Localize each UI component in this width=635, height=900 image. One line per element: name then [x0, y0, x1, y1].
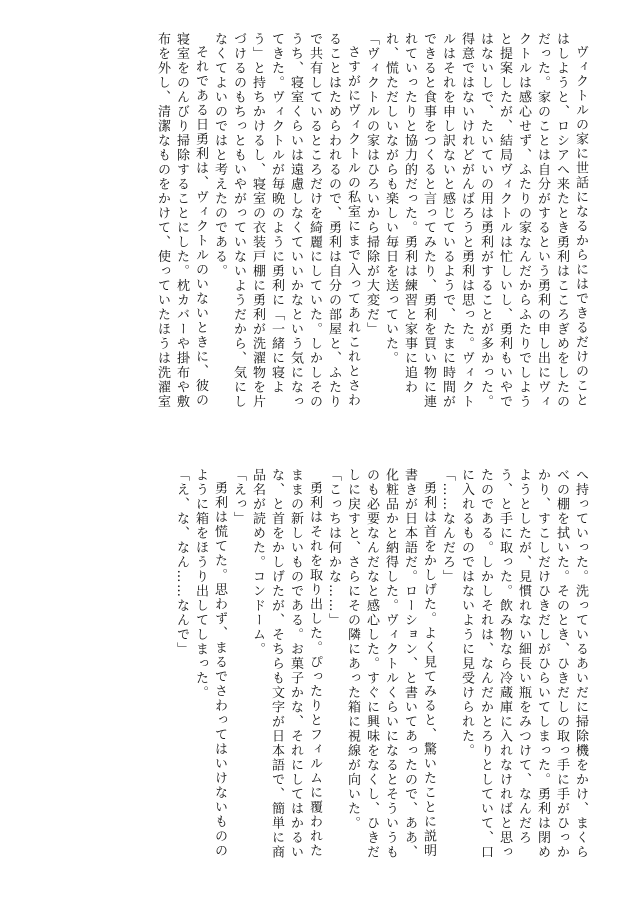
dialog-line: 「ヴィクトルの家はひろいから掃除が大変だ」 [364, 32, 379, 337]
paragraph: 勇利は慌てた。思わず、まるでさわってはいけないもののように箱をほうり出してしまった。 [193, 468, 227, 858]
paragraph: それである日勇利は、ヴィクトルのいないときに、彼の寝室をのんびり掃除することにした。枕カバーや掛布や敷布を外し、清潔なものをかけて、使っていたほうは洗濯室 [155, 32, 208, 409]
text-block-bottom [42, 468, 590, 868]
dialog-line: 「こっちは何かな……」 [326, 468, 341, 628]
dialog-line: 「えっ」 [231, 468, 246, 526]
dialog-line: 「……なんだろ」 [440, 468, 455, 584]
paragraph: ヴィクトルの家に世話になるからにはできるだけのことはしようと、ロシアへ来たとき勇利はこころぎめをしたのだった。家のことは自分がするという勇利の申し出にヴィクトルは感心せず、ふたりの家なんだからふたりでしようと提案したが、結局ヴィクトルは忙しいし、勇利もいやではないしで、たいていの用は勇利がすることが多かった。得意ではないけれどがんばろうと勇利は思った。ヴィクトルはそれを申し訳ないと感じているようで、たまに時間ができると食事をつくると言ってみたり、勇利を買い物に連れていったりと協力的だった。勇利は練習と家事に追われ、慌ただしいながらも楽しい毎日を送っていた。 [383, 32, 588, 409]
paragraph: 勇利はそれを取り出した。ぴったりとフィルムに覆われたままの新しいものである。お菓子かな、それにしてはかるいな、と首をかしげたが、そちらも文字が日本語で、簡単に商品名が読めた。コンドーム。 [250, 468, 322, 860]
paragraph: さすがにヴィクトルの私室にまで入ってあれこれとさわることはためらわれるので、勇利は自分の部屋と、ふたりで共有しているところだけを綺麗にしていた。しかしそのうち、寝室くらいは遠慮しなくていいかなという気になってきた。ヴィクトルが毎晩のように勇利に「一緒に寝よう」と持ちかけるし、寝室の衣装戸棚に勇利が洗濯物を片づけるのもちっともいやがっていないようだから、気にしなくてよいのではと考えたのである。 [212, 32, 360, 409]
dialog-line: 「え、な、なん……なんで」 [174, 468, 189, 657]
paragraph: 勇利は首をかしげた。よく見てみると、驚いたことに説明書きが日本語だ。ローション、と書いてあったので、ああ、化粧品かと納得した。ヴィクトルくらいになるとそういうものも必要なんだなと感心した。すぐに興味をなくし、ひきだしに戻すと、さらにその隣にあった箱に視線が向いた。 [345, 468, 436, 860]
text-block-top [42, 32, 590, 412]
paragraph-continued: へ持っていった。洗っているあいだに掃除機をかけ、まくらべの棚を拭いた。そのとき、ひきだしの取っ手に手がひっかかり、すこしだけひきだしがひらいてしまった。勇利は閉めようとしたが、見慣れない細長い瓶をみつけて、なんだろう、と手に取った。飲み物なら冷蔵庫に入れなければと思ったのである。しかしそれは、なんだかとろりとしていて、口に入れるものではないように見受けられた。 [459, 468, 588, 860]
